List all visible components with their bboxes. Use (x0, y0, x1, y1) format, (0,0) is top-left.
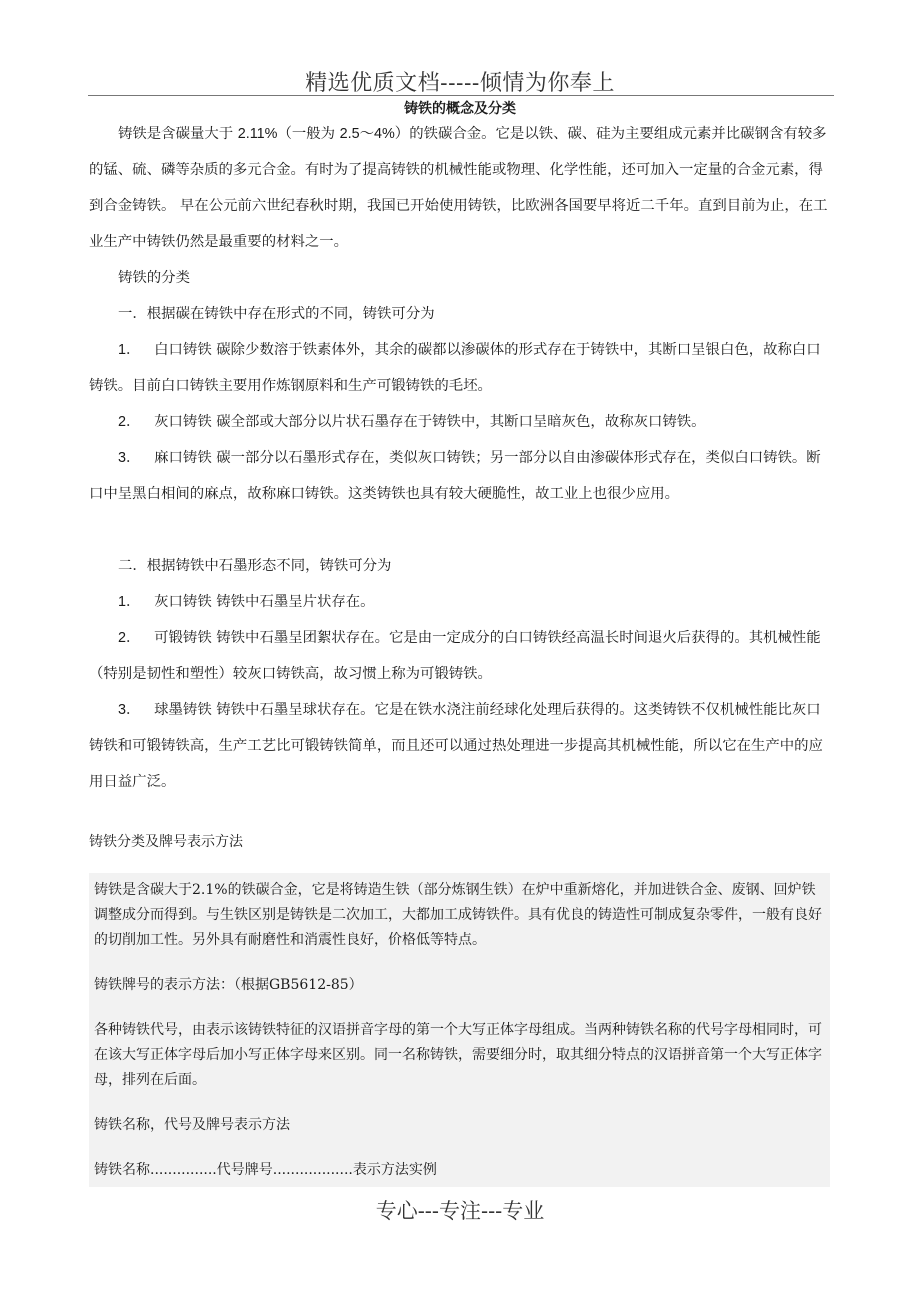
item-number: 1． (118, 342, 141, 358)
box-paragraph: 铸铁名称...............代号牌号..................表示方法实例 (94, 1162, 437, 1178)
box-paragraph: 铸铁牌号的表示方法：（根据GB5612-85） (94, 977, 363, 993)
section-2-heading: 二．根据铸铁中石墨形态不同，铸铁可分为 (118, 558, 392, 574)
item-text: 灰口铸铁 碳全部或大部分以片状石墨存在于铸铁中，其断口呈暗灰色，故称灰口铸铁。 (154, 414, 706, 430)
section-1-item (89, 332, 833, 404)
document-body (89, 116, 833, 800)
item-text: 白口铸铁 碳除少数溶于铁素体外，其余的碳都以渗碳体的形式存在于铸铁中，其断口呈银白色，故称白口铸铁。目前白口铸铁主要用作炼钢原料和生产可锻铸铁的毛坯。 (89, 342, 821, 394)
page-header: 精选优质文档-----倾情为你奉上 (305, 71, 615, 96)
item-text: 可锻铸铁 铸铁中石墨呈团絮状存在。它是由一定成分的白口铸铁经高温长时间退火后获得的。其机械性能（特别是韧性和塑性）较灰口铸铁高，故习惯上称为可锻铸铁。 (89, 630, 821, 682)
intro-text-1: 铸铁是含碳量大于 (118, 126, 238, 142)
item-number: 1． (118, 594, 141, 610)
item-number: 3． (118, 702, 141, 718)
item-text: 灰口铸铁 铸铁中石墨呈片状存在。 (154, 594, 375, 610)
header-divider (88, 95, 834, 96)
section-2-item (89, 620, 833, 692)
section-1-item (89, 404, 833, 440)
grade-section-label: 铸铁分类及牌号表示方法 (89, 834, 243, 850)
box-paragraph: 各种铸铁代号，由表示该铸铁特征的汉语拼音字母的第一个大写正体字母组成。当两种铸铁名称的代号字母相同时，可在该大写正体字母后加小写正体字母来区别。同一名称铸铁，需要细分时，取其细分特点的汉语拼音第一个大写正体字母，排列在后面。 (94, 1022, 822, 1088)
section-1-heading: 一．根据碳在铸铁中存在形式的不同，铸铁可分为 (118, 306, 435, 322)
blank-line (89, 512, 833, 548)
item-text: 球墨铸铁 铸铁中石墨呈球状存在。它是在铁水浇注前经球化处理后获得的。这类铸铁不仅机械性能比灰口铸铁和可锻铸铁高，生产工艺比可锻铸铁简单，而且还可以通过热处理进一步提高其机械性能，所以它在生产中的应用日益广泛。 (89, 702, 823, 790)
classification-heading: 铸铁的分类 (118, 270, 190, 286)
intro-text-2: （一般为 (277, 126, 340, 142)
section-1-item (89, 440, 833, 512)
item-text: 麻口铸铁 碳一部分以石墨形式存在，类似灰口铸铁；另一部分以自由渗碳体形式存在，类似白口铸铁。断口中呈黑白相间的麻点，故称麻口铸铁。这类铸铁也具有较大硬脆性，故工业上也很少应用。 (89, 450, 821, 502)
item-number: 2． (118, 630, 141, 646)
section-2-item (89, 584, 833, 620)
page-footer: 专心---专注---专业 (375, 1199, 545, 1223)
item-number: 2． (118, 414, 141, 430)
section-2-item (89, 692, 833, 800)
carbon-range-value: 2.5～4% (339, 126, 395, 142)
intro-text-3: ）的铁碳合金。它是以铁、碳、硅为主要组成元素并比碳钢含有较多的锰、硫、磷等杂质的多元合金。有时为了提高铸铁的机械性能或物理、化学性能，还可加入一定量的合金元素，得到合金铸铁。 早在公元前六世纪春秋时期，我国已开始使用铸铁，比欧洲各国要早将近二千年。直到目前为止，在工业生产中铸铁仍然是最重要的材料之一。 (89, 126, 828, 250)
document-title: 铸铁的概念及分类 (404, 101, 516, 117)
intro-paragraph (89, 116, 833, 260)
carbon-threshold-value: 2.11% (237, 126, 278, 142)
box-paragraph: 铸铁名称，代号及牌号表示方法 (94, 1117, 290, 1133)
quoted-text-box (89, 873, 830, 1187)
item-number: 3． (118, 450, 141, 466)
box-paragraph: 铸铁是含碳大于2.1%的铁碳合金，它是将铸造生铁（部分炼钢生铁）在炉中重新熔化，并加进铁合金、废钢、回炉铁调整成分而得到。与生铁区别是铸铁是二次加工，大都加工成铸铁件。具有优良的铸造性可制成复杂零件，一般有良好的切削加工性。另外具有耐磨性和消震性良好，价格低等特点。 (94, 882, 822, 948)
